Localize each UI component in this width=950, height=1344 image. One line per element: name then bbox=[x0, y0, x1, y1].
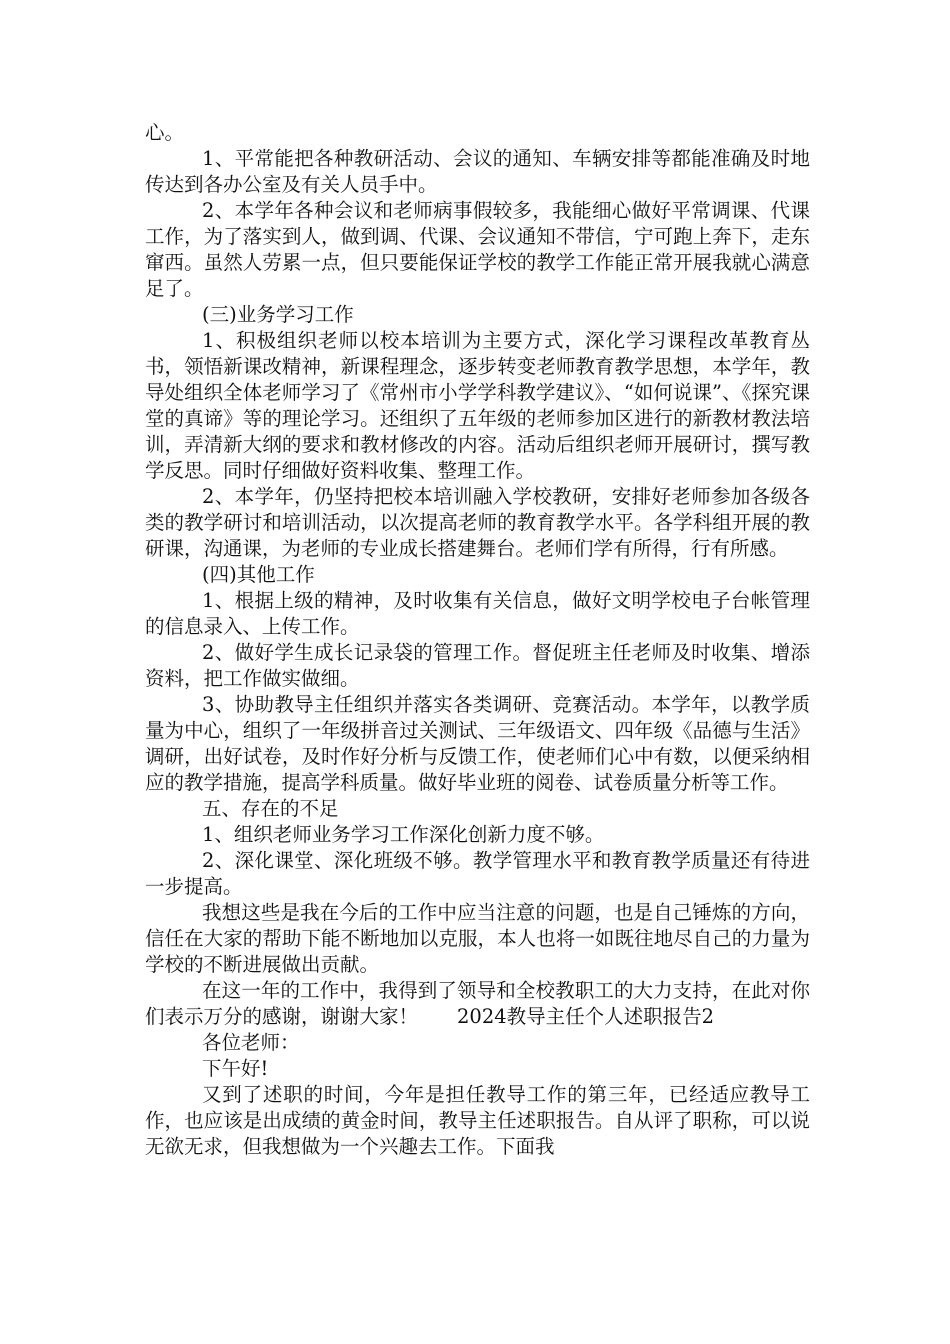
section-heading-business-study: (三)业务学习工作 bbox=[202, 303, 354, 326]
paragraph-substitute-classes: 2、本学年各种会议和老师病事假较多，我能细心做好平常调课、代课工作，为了落实到人，做到调、代课、会议通知不带信，宁可跑上奔下，走东窜西。虽然人劳累一点，但只要能保证学校的教学工作能正常开展我就心满意足了。 bbox=[145, 199, 810, 300]
paragraph-thanks-and-title: 在这一年的工作中，我得到了领导和全校教职工的大力支持，在此对你们表示万分的感谢，谢谢大家！ 2024教导主任个人述职报告2 bbox=[145, 979, 810, 1028]
paragraph-reflection: 我想这些是我在今后的工作中应当注意的问题，也是自己锤炼的方向，信任在大家的帮助下能不断地加以克服，本人也将一如既往地尽自己的力量为学校的不断进展做出贡献。 bbox=[145, 901, 810, 976]
paragraph-notice-delivery: 1、平常能把各种教研活动、会议的通知、车辆安排等都能准确及时地传达到各办公室及有关人员手中。 bbox=[145, 147, 810, 196]
section-heading-other-work: (四)其他工作 bbox=[202, 563, 315, 586]
paragraph-teaching-research: 2、本学年，仍坚持把校本培训融入学校教研，安排好老师参加各级各类的教学研讨和培训活动，以次提高老师的教育教学水平。各学科组开展的教研课，沟通课，为老师的专业成长搭建舞台。老师们学有所得，行有所感。 bbox=[145, 485, 810, 560]
document-body bbox=[145, 120, 810, 1160]
paragraph-report-intro: 又到了述职的时间，今年是担任教导工作的第三年，已经适应教导工作，也应该是出成绩的黄金时间，教导主任述职报告。自从评了职称，可以说无欲无求，但我想做为一个兴趣去工作。下面我 bbox=[145, 1083, 810, 1158]
paragraph-information-entry: 1、根据上级的精神，及时收集有关信息，做好文明学校电子台帐管理的信息录入、上传工作。 bbox=[145, 589, 810, 638]
section-heading-shortcomings: 五、存在的不足 bbox=[202, 797, 339, 820]
paragraph-school-training: 1、积极组织老师以校本培训为主要方式，深化学习课程改革教育丛书，领悟新课改精神，新课程理念，逐步转变老师教育教学思想，本学年，教导处组织全体老师学习了《常州市小学学科教学建议》、“如何说课”、《探究课堂的真谛》等的理论学习。还组织了五年级的老师参加区进行的新教材教法培训，弄清新大纲的要求和教材修改的内容。活动后组织老师开展研讨，撰写教学反思。同时仔细做好资料收集、整理工作。 bbox=[145, 329, 810, 482]
paragraph-surveys-competitions: 3、协助教导主任组织并落实各类调研、竞赛活动。本学年，以教学质量为中心，组织了一年级拼音过关测试、三年级语文、四年级《品德与生活》调研，出好试卷，及时作好分析与反馈工作，使老师们心中有数，以便采纳相应的教学措施，提高学科质量。做好毕业班的阅卷、试卷质量分析等工作。 bbox=[145, 693, 810, 794]
paragraph-shortcoming-2: 2、深化课堂、深化班级不够。教学管理水平和教育教学质量还有待进一步提高。 bbox=[145, 849, 810, 898]
paragraph-shortcoming-1: 1、组织老师业务学习工作深化创新力度不够。 bbox=[202, 823, 605, 846]
paragraph-growth-records: 2、做好学生成长记录袋的管理工作。督促班主任老师及时收集、增添资料，把工作做实做细。 bbox=[145, 641, 810, 690]
paragraph-greeting: 下午好! bbox=[202, 1057, 269, 1080]
paragraph-salutation: 各位老师： bbox=[202, 1031, 300, 1054]
paragraph-continuation: 心。 bbox=[145, 121, 185, 144]
